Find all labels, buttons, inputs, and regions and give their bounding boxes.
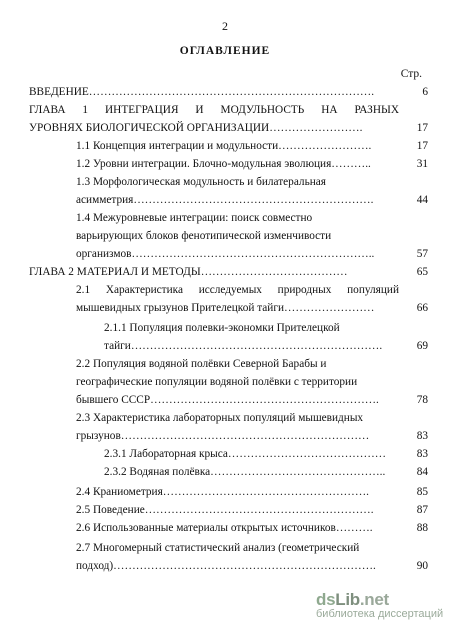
toc-entry-chapter1[interactable]: ГЛАВА 1 ИНТЕГРАЦИЯ И МОДУЛЬНОСТЬ НА РАЗНЫХ — [29, 104, 399, 116]
toc-entry-2-2-cont2[interactable]: бывшего СССР……………………………………………………. — [76, 394, 379, 406]
toc-page-number: 17 — [416, 122, 428, 134]
toc-entry-2-1[interactable]: 2.1 Характеристика исследуемых природных популяций — [76, 284, 399, 296]
toc-page-number: 90 — [416, 560, 428, 572]
toc-entry-1-3[interactable]: 1.3 Морфологическая модульность и билатеральная — [76, 176, 326, 188]
toc-page-number: 83 — [416, 448, 428, 460]
watermark — [316, 590, 446, 620]
toc-page-number: 66 — [416, 302, 428, 314]
toc-page-number: 31 — [416, 158, 428, 170]
toc-entry-1-4-cont2[interactable]: организмов……………………………………………………….. — [76, 248, 375, 260]
toc-entry-1-3-cont[interactable]: асимметрия………………………………………………………. — [76, 194, 374, 206]
toc-page-number: 44 — [416, 194, 428, 206]
watermark-logo-ds: ds — [316, 590, 336, 609]
toc-entry-2-1-cont[interactable]: мышевидных грызунов Прителецкой тайги…………………… — [76, 302, 375, 314]
toc-entry-intro[interactable]: ВВЕДЕНИЕ…………………………………………………………………. — [29, 86, 375, 98]
toc-entry-2-3-1[interactable]: 2.3.1 Лабораторная крыса…………………………………… — [104, 448, 387, 460]
toc-page-number: 85 — [416, 486, 428, 498]
page-number: 2 — [222, 19, 228, 33]
toc-page-number: 78 — [416, 394, 428, 406]
toc-entry-chapter1-cont[interactable]: УРОВНЯХ БИОЛОГИЧЕСКОЙ ОРГАНИЗАЦИИ……………………. — [29, 122, 363, 134]
toc-page-number: 88 — [416, 522, 428, 534]
toc-entry-2-4[interactable]: 2.4 Краниометрия………………………………………………. — [76, 486, 369, 498]
toc-page-number: 84 — [416, 466, 428, 478]
toc-page-number: 6 — [422, 86, 428, 98]
watermark-tagline: библиотека диссертаций — [316, 608, 444, 620]
toc-entry-1-2[interactable]: 1.2 Уровни интеграции. Блочно-модульная эволюция……….. — [76, 158, 371, 170]
toc-entry-2-7-cont[interactable]: подход)……………………………………………………………. — [76, 560, 376, 572]
watermark-logo-lib: Lib — [335, 590, 360, 609]
toc-entry-1-4-cont[interactable]: варьирующих блоков фенотипической изменчивости — [76, 230, 332, 242]
toc-page-number: 17 — [416, 140, 428, 152]
toc-entry-2-7[interactable]: 2.7 Многомерный статистический анализ (геометрический — [76, 542, 360, 554]
toc-page-number: 87 — [416, 504, 428, 516]
toc-entry-2-2[interactable]: 2.2 Популяция водяной полёвки Северной Барабы и — [76, 358, 327, 370]
toc-page-number: 57 — [416, 248, 428, 260]
toc-entry-1-4[interactable]: 1.4 Межуровневые интеграции: поиск совместно — [76, 212, 313, 224]
toc-entry-1-1[interactable]: 1.1 Концепция интеграции и модульности……………………. — [76, 140, 372, 152]
toc-page-number: 69 — [416, 340, 428, 352]
watermark-logo — [316, 590, 446, 610]
toc-page-number: 83 — [416, 430, 428, 442]
toc-entry-2-3[interactable]: 2.3 Характеристика лабораторных популяций мышевидных — [76, 412, 364, 424]
toc-entry-2-6[interactable]: 2.6 Использованные материалы открытых источников………. — [76, 522, 373, 534]
pages-column-header: Стр. — [400, 68, 422, 80]
toc-entry-2-1-1-cont[interactable]: тайги…………………………………………………………. — [104, 340, 383, 352]
toc-entry-2-3-cont[interactable]: грызунов………………………………………………………… — [76, 430, 370, 442]
toc-entry-2-2-cont[interactable]: географические популяции водяной полёвки с территории — [76, 376, 358, 388]
toc-entry-2-1-1[interactable]: 2.1.1 Популяция полевки-экономки Прителецкой — [104, 322, 340, 334]
toc-entry-2-3-2[interactable]: 2.3.2 Водяная полёвка……………………………………….. — [104, 466, 386, 478]
toc-heading: ОГЛАВЛЕНИЕ — [179, 45, 271, 57]
toc-entry-chapter2[interactable]: ГЛАВА 2 МАТЕРИАЛ И МЕТОДЫ………………………………… — [29, 266, 348, 278]
watermark-logo-net: .net — [359, 590, 389, 609]
toc-entry-2-5[interactable]: 2.5 Поведение……………………………………………………. — [76, 504, 374, 516]
toc-page-number: 65 — [416, 266, 428, 278]
